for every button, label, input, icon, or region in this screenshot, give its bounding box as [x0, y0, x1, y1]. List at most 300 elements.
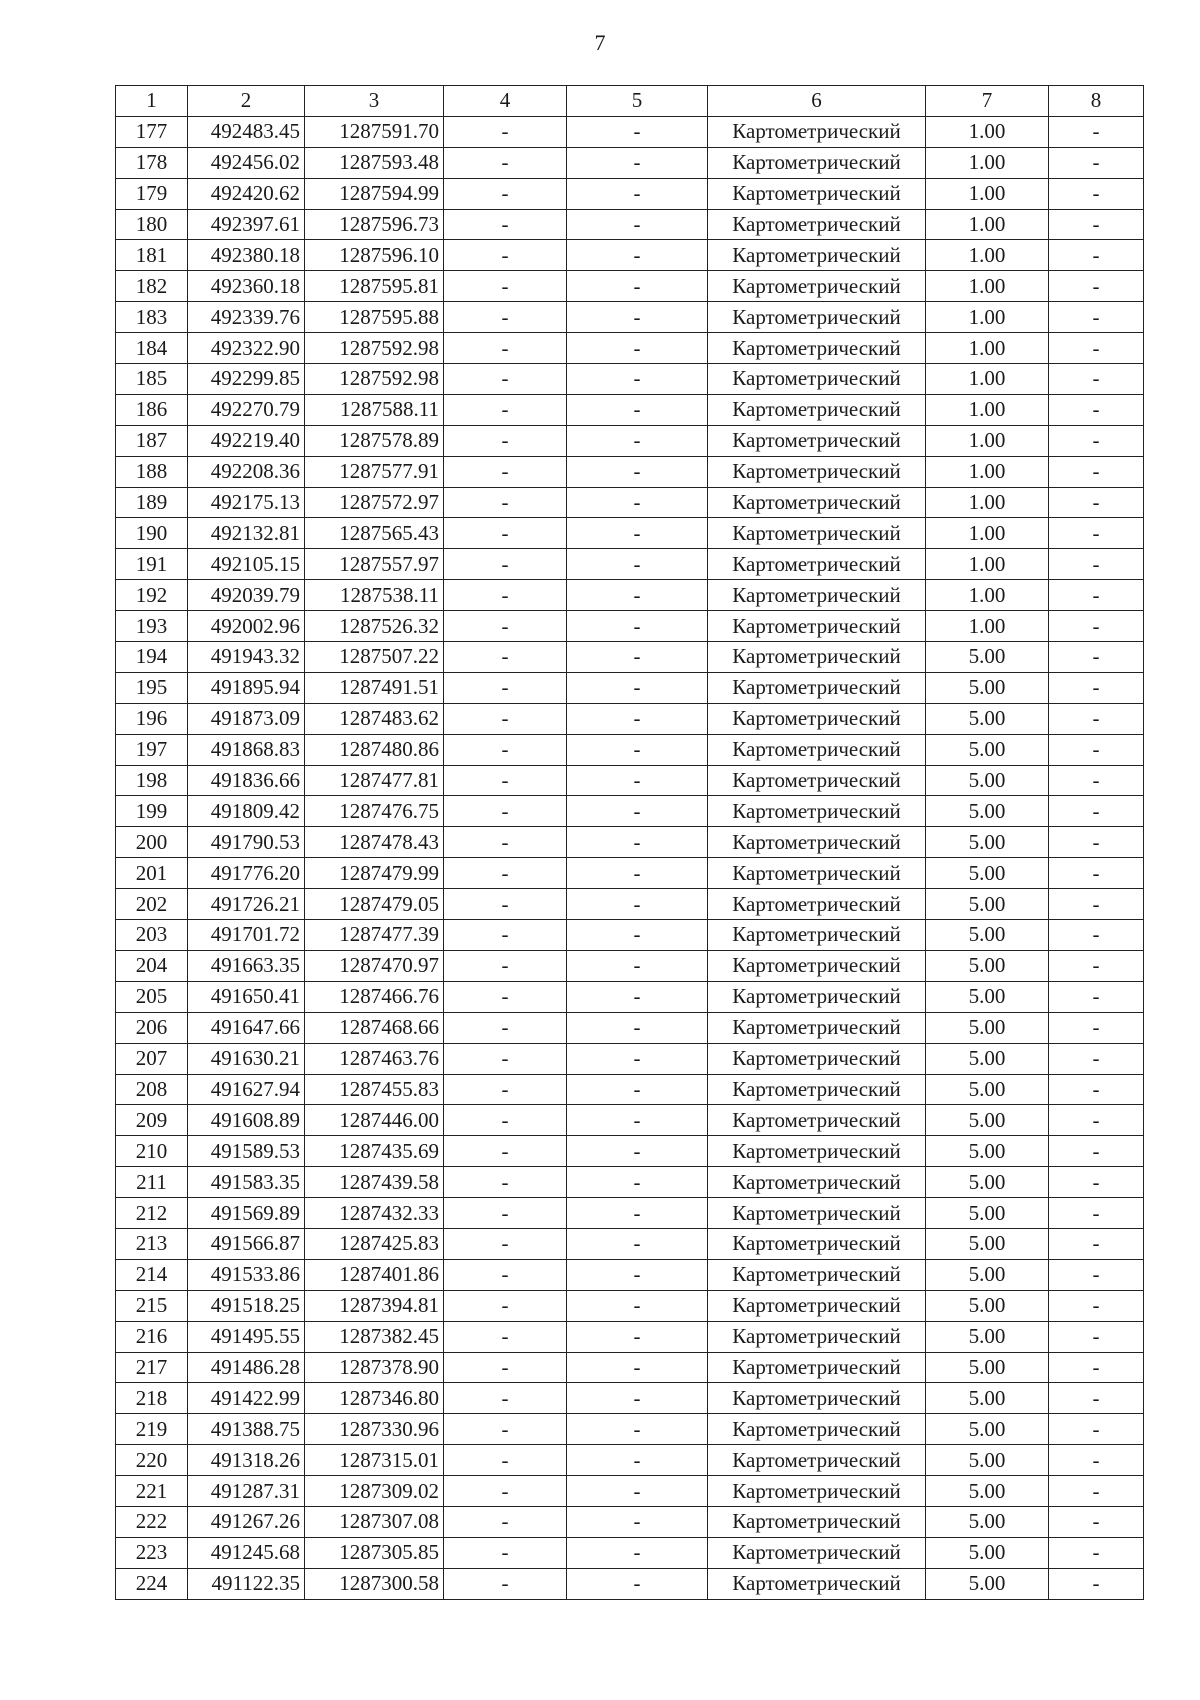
column-5-cell: -: [567, 549, 708, 580]
table-row: [116, 1259, 1144, 1290]
table-row: [116, 1383, 1144, 1414]
point-number-cell: 209: [116, 1105, 188, 1136]
method-cell: Картометрический: [708, 981, 926, 1012]
x-coordinate-cell: 491608.89: [188, 1105, 305, 1136]
accuracy-cell: 5.00: [926, 920, 1049, 951]
y-coordinate-cell: 1287592.98: [305, 364, 444, 395]
column-8-cell: -: [1049, 1105, 1144, 1136]
accuracy-cell: 1.00: [926, 147, 1049, 178]
x-coordinate-cell: 492420.62: [188, 178, 305, 209]
accuracy-cell: 1.00: [926, 580, 1049, 611]
x-coordinate-cell: 491701.72: [188, 920, 305, 951]
accuracy-cell: 1.00: [926, 611, 1049, 642]
column-5-cell: -: [567, 765, 708, 796]
table-row: [116, 827, 1144, 858]
column-4-cell: -: [444, 1568, 567, 1599]
column-8-cell: -: [1049, 920, 1144, 951]
method-cell: Картометрический: [708, 178, 926, 209]
column-5-cell: -: [567, 981, 708, 1012]
column-5-cell: -: [567, 1476, 708, 1507]
point-number-cell: 195: [116, 672, 188, 703]
accuracy-cell: 1.00: [926, 394, 1049, 425]
accuracy-cell: 5.00: [926, 1012, 1049, 1043]
x-coordinate-cell: 491943.32: [188, 642, 305, 673]
y-coordinate-cell: 1287435.69: [305, 1136, 444, 1167]
table-row: [116, 456, 1144, 487]
y-coordinate-cell: 1287596.10: [305, 240, 444, 271]
y-coordinate-cell: 1287476.75: [305, 796, 444, 827]
point-number-cell: 191: [116, 549, 188, 580]
method-cell: Картометрический: [708, 950, 926, 981]
y-coordinate-cell: 1287401.86: [305, 1259, 444, 1290]
method-cell: Картометрический: [708, 364, 926, 395]
point-number-cell: 186: [116, 394, 188, 425]
method-cell: Картометрический: [708, 1167, 926, 1198]
point-number-cell: 181: [116, 240, 188, 271]
column-5-cell: -: [567, 209, 708, 240]
column-8-cell: -: [1049, 734, 1144, 765]
column-4-cell: -: [444, 240, 567, 271]
column-8-cell: -: [1049, 1445, 1144, 1476]
column-4-cell: -: [444, 1043, 567, 1074]
accuracy-cell: 5.00: [926, 1228, 1049, 1259]
column-5-cell: -: [567, 1012, 708, 1043]
column-5-cell: -: [567, 1198, 708, 1229]
column-4-cell: -: [444, 580, 567, 611]
table-row: [116, 950, 1144, 981]
table-row: [116, 549, 1144, 580]
column-header: 1: [116, 86, 188, 117]
column-4-cell: -: [444, 642, 567, 673]
column-4-cell: -: [444, 333, 567, 364]
accuracy-cell: 5.00: [926, 1136, 1049, 1167]
column-5-cell: -: [567, 920, 708, 951]
accuracy-cell: 5.00: [926, 1105, 1049, 1136]
accuracy-cell: 5.00: [926, 1167, 1049, 1198]
table-row: [116, 920, 1144, 951]
column-8-cell: -: [1049, 889, 1144, 920]
y-coordinate-cell: 1287526.32: [305, 611, 444, 642]
table-row: [116, 889, 1144, 920]
table-row: [116, 394, 1144, 425]
column-header: 3: [305, 86, 444, 117]
accuracy-cell: 1.00: [926, 456, 1049, 487]
column-8-cell: -: [1049, 672, 1144, 703]
y-coordinate-cell: 1287300.58: [305, 1568, 444, 1599]
column-4-cell: -: [444, 1074, 567, 1105]
x-coordinate-cell: 491486.28: [188, 1352, 305, 1383]
y-coordinate-cell: 1287309.02: [305, 1476, 444, 1507]
y-coordinate-cell: 1287491.51: [305, 672, 444, 703]
accuracy-cell: 5.00: [926, 981, 1049, 1012]
y-coordinate-cell: 1287479.05: [305, 889, 444, 920]
point-number-cell: 200: [116, 827, 188, 858]
y-coordinate-cell: 1287432.33: [305, 1198, 444, 1229]
column-4-cell: -: [444, 1136, 567, 1167]
column-4-cell: -: [444, 549, 567, 580]
method-cell: Картометрический: [708, 302, 926, 333]
column-8-cell: -: [1049, 1352, 1144, 1383]
y-coordinate-cell: 1287468.66: [305, 1012, 444, 1043]
point-number-cell: 215: [116, 1290, 188, 1321]
table-row: [116, 271, 1144, 302]
column-5-cell: -: [567, 178, 708, 209]
y-coordinate-cell: 1287382.45: [305, 1321, 444, 1352]
x-coordinate-cell: 491836.66: [188, 765, 305, 796]
table-row: [116, 1476, 1144, 1507]
y-coordinate-cell: 1287315.01: [305, 1445, 444, 1476]
y-coordinate-cell: 1287378.90: [305, 1352, 444, 1383]
accuracy-cell: 1.00: [926, 333, 1049, 364]
table-row: [116, 1074, 1144, 1105]
column-4-cell: -: [444, 456, 567, 487]
column-8-cell: -: [1049, 302, 1144, 333]
table-row: [116, 858, 1144, 889]
column-4-cell: -: [444, 734, 567, 765]
point-number-cell: 208: [116, 1074, 188, 1105]
page-number: 7: [594, 30, 606, 55]
point-number-cell: 189: [116, 487, 188, 518]
table-row: [116, 178, 1144, 209]
method-cell: Картометрический: [708, 1228, 926, 1259]
column-5-cell: -: [567, 1506, 708, 1537]
point-number-cell: 222: [116, 1506, 188, 1537]
table-row: [116, 1043, 1144, 1074]
column-5-cell: -: [567, 1043, 708, 1074]
method-cell: Картометрический: [708, 1321, 926, 1352]
point-number-cell: 203: [116, 920, 188, 951]
column-4-cell: -: [444, 271, 567, 302]
y-coordinate-cell: 1287346.80: [305, 1383, 444, 1414]
x-coordinate-cell: 491873.09: [188, 703, 305, 734]
y-coordinate-cell: 1287477.81: [305, 765, 444, 796]
table-row: [116, 1321, 1144, 1352]
y-coordinate-cell: 1287394.81: [305, 1290, 444, 1321]
coordinates-table: [115, 85, 1144, 1600]
column-4-cell: -: [444, 1537, 567, 1568]
column-5-cell: -: [567, 271, 708, 302]
column-header: 5: [567, 86, 708, 117]
x-coordinate-cell: 491422.99: [188, 1383, 305, 1414]
column-8-cell: -: [1049, 271, 1144, 302]
column-5-cell: -: [567, 642, 708, 673]
x-coordinate-cell: 491630.21: [188, 1043, 305, 1074]
y-coordinate-cell: 1287480.86: [305, 734, 444, 765]
column-4-cell: -: [444, 981, 567, 1012]
y-coordinate-cell: 1287455.83: [305, 1074, 444, 1105]
column-5-cell: -: [567, 1352, 708, 1383]
accuracy-cell: 5.00: [926, 1074, 1049, 1105]
accuracy-cell: 5.00: [926, 889, 1049, 920]
point-number-cell: 213: [116, 1228, 188, 1259]
accuracy-cell: 5.00: [926, 1321, 1049, 1352]
column-5-cell: -: [567, 1074, 708, 1105]
point-number-cell: 198: [116, 765, 188, 796]
accuracy-cell: 5.00: [926, 1198, 1049, 1229]
table-row: [116, 734, 1144, 765]
point-number-cell: 201: [116, 858, 188, 889]
accuracy-cell: 5.00: [926, 1352, 1049, 1383]
accuracy-cell: 5.00: [926, 1259, 1049, 1290]
point-number-cell: 216: [116, 1321, 188, 1352]
y-coordinate-cell: 1287596.73: [305, 209, 444, 240]
column-4-cell: -: [444, 672, 567, 703]
accuracy-cell: 1.00: [926, 487, 1049, 518]
accuracy-cell: 5.00: [926, 796, 1049, 827]
column-5-cell: -: [567, 456, 708, 487]
y-coordinate-cell: 1287592.98: [305, 333, 444, 364]
column-4-cell: -: [444, 1012, 567, 1043]
method-cell: Картометрический: [708, 549, 926, 580]
y-coordinate-cell: 1287577.91: [305, 456, 444, 487]
accuracy-cell: 5.00: [926, 1568, 1049, 1599]
column-8-cell: -: [1049, 394, 1144, 425]
column-8-cell: -: [1049, 1259, 1144, 1290]
point-number-cell: 185: [116, 364, 188, 395]
column-5-cell: -: [567, 950, 708, 981]
y-coordinate-cell: 1287578.89: [305, 425, 444, 456]
point-number-cell: 193: [116, 611, 188, 642]
y-coordinate-cell: 1287466.76: [305, 981, 444, 1012]
x-coordinate-cell: 491245.68: [188, 1537, 305, 1568]
column-5-cell: -: [567, 796, 708, 827]
method-cell: Картометрический: [708, 1383, 926, 1414]
y-coordinate-cell: 1287595.81: [305, 271, 444, 302]
table-row: [116, 302, 1144, 333]
y-coordinate-cell: 1287425.83: [305, 1228, 444, 1259]
column-4-cell: -: [444, 827, 567, 858]
method-cell: Картометрический: [708, 333, 926, 364]
column-4-cell: -: [444, 518, 567, 549]
column-4-cell: -: [444, 1476, 567, 1507]
y-coordinate-cell: 1287483.62: [305, 703, 444, 734]
table-row: [116, 1136, 1144, 1167]
point-number-cell: 183: [116, 302, 188, 333]
point-number-cell: 196: [116, 703, 188, 734]
method-cell: Картометрический: [708, 703, 926, 734]
point-number-cell: 199: [116, 796, 188, 827]
column-8-cell: -: [1049, 178, 1144, 209]
accuracy-cell: 5.00: [926, 858, 1049, 889]
point-number-cell: 190: [116, 518, 188, 549]
column-4-cell: -: [444, 178, 567, 209]
table-row: [116, 1198, 1144, 1229]
x-coordinate-cell: 491495.55: [188, 1321, 305, 1352]
column-8-cell: -: [1049, 1198, 1144, 1229]
table-row: [116, 1105, 1144, 1136]
column-8-cell: -: [1049, 580, 1144, 611]
column-header: 8: [1049, 86, 1144, 117]
accuracy-cell: 5.00: [926, 1506, 1049, 1537]
table-row: [116, 1445, 1144, 1476]
column-8-cell: -: [1049, 765, 1144, 796]
table-row: [116, 1352, 1144, 1383]
accuracy-cell: 5.00: [926, 672, 1049, 703]
column-4-cell: -: [444, 950, 567, 981]
column-5-cell: -: [567, 487, 708, 518]
column-5-cell: -: [567, 1105, 708, 1136]
y-coordinate-cell: 1287305.85: [305, 1537, 444, 1568]
method-cell: Картометрический: [708, 611, 926, 642]
method-cell: Картометрический: [708, 425, 926, 456]
point-number-cell: 202: [116, 889, 188, 920]
column-5-cell: -: [567, 611, 708, 642]
method-cell: Картометрический: [708, 796, 926, 827]
method-cell: Картометрический: [708, 672, 926, 703]
column-8-cell: -: [1049, 1167, 1144, 1198]
x-coordinate-cell: 491318.26: [188, 1445, 305, 1476]
x-coordinate-cell: 491518.25: [188, 1290, 305, 1321]
column-8-cell: -: [1049, 1414, 1144, 1445]
column-5-cell: -: [567, 1568, 708, 1599]
accuracy-cell: 5.00: [926, 1043, 1049, 1074]
y-coordinate-cell: 1287439.58: [305, 1167, 444, 1198]
column-5-cell: -: [567, 333, 708, 364]
x-coordinate-cell: 491776.20: [188, 858, 305, 889]
table-row: [116, 364, 1144, 395]
point-number-cell: 214: [116, 1259, 188, 1290]
x-coordinate-cell: 491566.87: [188, 1228, 305, 1259]
column-8-cell: -: [1049, 1012, 1144, 1043]
table-row: [116, 147, 1144, 178]
x-coordinate-cell: 491650.41: [188, 981, 305, 1012]
table-row: [116, 1290, 1144, 1321]
table-row: [116, 580, 1144, 611]
column-8-cell: -: [1049, 116, 1144, 147]
method-cell: Картометрический: [708, 1074, 926, 1105]
column-8-cell: -: [1049, 1290, 1144, 1321]
column-8-cell: -: [1049, 487, 1144, 518]
table-row: [116, 1414, 1144, 1445]
point-number-cell: 224: [116, 1568, 188, 1599]
x-coordinate-cell: 491122.35: [188, 1568, 305, 1599]
method-cell: Картометрический: [708, 1568, 926, 1599]
column-4-cell: -: [444, 889, 567, 920]
column-5-cell: -: [567, 1136, 708, 1167]
column-8-cell: -: [1049, 456, 1144, 487]
column-4-cell: -: [444, 1290, 567, 1321]
y-coordinate-cell: 1287593.48: [305, 147, 444, 178]
accuracy-cell: 5.00: [926, 1476, 1049, 1507]
point-number-cell: 182: [116, 271, 188, 302]
column-5-cell: -: [567, 1445, 708, 1476]
column-5-cell: -: [567, 889, 708, 920]
method-cell: Картометрический: [708, 1506, 926, 1537]
table-row: [116, 116, 1144, 147]
table-row: [116, 703, 1144, 734]
method-cell: Картометрический: [708, 734, 926, 765]
method-cell: Картометрический: [708, 240, 926, 271]
y-coordinate-cell: 1287330.96: [305, 1414, 444, 1445]
column-8-cell: -: [1049, 950, 1144, 981]
column-5-cell: -: [567, 858, 708, 889]
accuracy-cell: 1.00: [926, 178, 1049, 209]
accuracy-cell: 5.00: [926, 642, 1049, 673]
table-row: [116, 642, 1144, 673]
column-8-cell: -: [1049, 858, 1144, 889]
column-4-cell: -: [444, 1352, 567, 1383]
method-cell: Картометрический: [708, 1352, 926, 1383]
x-coordinate-cell: 491663.35: [188, 950, 305, 981]
y-coordinate-cell: 1287463.76: [305, 1043, 444, 1074]
x-coordinate-cell: 491533.86: [188, 1259, 305, 1290]
header-row: [116, 86, 1144, 117]
column-4-cell: -: [444, 364, 567, 395]
point-number-cell: 192: [116, 580, 188, 611]
accuracy-cell: 1.00: [926, 240, 1049, 271]
x-coordinate-cell: 491267.26: [188, 1506, 305, 1537]
column-5-cell: -: [567, 394, 708, 425]
method-cell: Картометрический: [708, 394, 926, 425]
column-5-cell: -: [567, 1414, 708, 1445]
accuracy-cell: 1.00: [926, 302, 1049, 333]
y-coordinate-cell: 1287307.08: [305, 1506, 444, 1537]
table-row: [116, 1537, 1144, 1568]
accuracy-cell: 1.00: [926, 518, 1049, 549]
point-number-cell: 194: [116, 642, 188, 673]
point-number-cell: 219: [116, 1414, 188, 1445]
accuracy-cell: 1.00: [926, 209, 1049, 240]
column-4-cell: -: [444, 394, 567, 425]
y-coordinate-cell: 1287594.99: [305, 178, 444, 209]
table-row: [116, 1568, 1144, 1599]
column-4-cell: -: [444, 1445, 567, 1476]
x-coordinate-cell: 492322.90: [188, 333, 305, 364]
x-coordinate-cell: 491569.89: [188, 1198, 305, 1229]
column-8-cell: -: [1049, 1506, 1144, 1537]
point-number-cell: 177: [116, 116, 188, 147]
column-4-cell: -: [444, 302, 567, 333]
column-8-cell: -: [1049, 1537, 1144, 1568]
accuracy-cell: 5.00: [926, 765, 1049, 796]
column-5-cell: -: [567, 827, 708, 858]
y-coordinate-cell: 1287479.99: [305, 858, 444, 889]
method-cell: Картометрический: [708, 518, 926, 549]
column-5-cell: -: [567, 672, 708, 703]
accuracy-cell: 5.00: [926, 1290, 1049, 1321]
method-cell: Картометрический: [708, 858, 926, 889]
column-4-cell: -: [444, 796, 567, 827]
y-coordinate-cell: 1287478.43: [305, 827, 444, 858]
column-4-cell: -: [444, 1105, 567, 1136]
point-number-cell: 212: [116, 1198, 188, 1229]
y-coordinate-cell: 1287446.00: [305, 1105, 444, 1136]
accuracy-cell: 1.00: [926, 364, 1049, 395]
method-cell: Картометрический: [708, 1012, 926, 1043]
table-row: [116, 796, 1144, 827]
x-coordinate-cell: 491583.35: [188, 1167, 305, 1198]
column-4-cell: -: [444, 1228, 567, 1259]
column-4-cell: -: [444, 1198, 567, 1229]
column-8-cell: -: [1049, 147, 1144, 178]
method-cell: Картометрический: [708, 487, 926, 518]
method-cell: Картометрический: [708, 642, 926, 673]
method-cell: Картометрический: [708, 456, 926, 487]
method-cell: Картометрический: [708, 271, 926, 302]
column-8-cell: -: [1049, 333, 1144, 364]
column-8-cell: -: [1049, 209, 1144, 240]
column-8-cell: -: [1049, 827, 1144, 858]
x-coordinate-cell: 492456.02: [188, 147, 305, 178]
y-coordinate-cell: 1287595.88: [305, 302, 444, 333]
y-coordinate-cell: 1287477.39: [305, 920, 444, 951]
table-row: [116, 1228, 1144, 1259]
x-coordinate-cell: 492339.76: [188, 302, 305, 333]
column-4-cell: -: [444, 1259, 567, 1290]
x-coordinate-cell: 491726.21: [188, 889, 305, 920]
column-4-cell: -: [444, 858, 567, 889]
column-5-cell: -: [567, 1290, 708, 1321]
